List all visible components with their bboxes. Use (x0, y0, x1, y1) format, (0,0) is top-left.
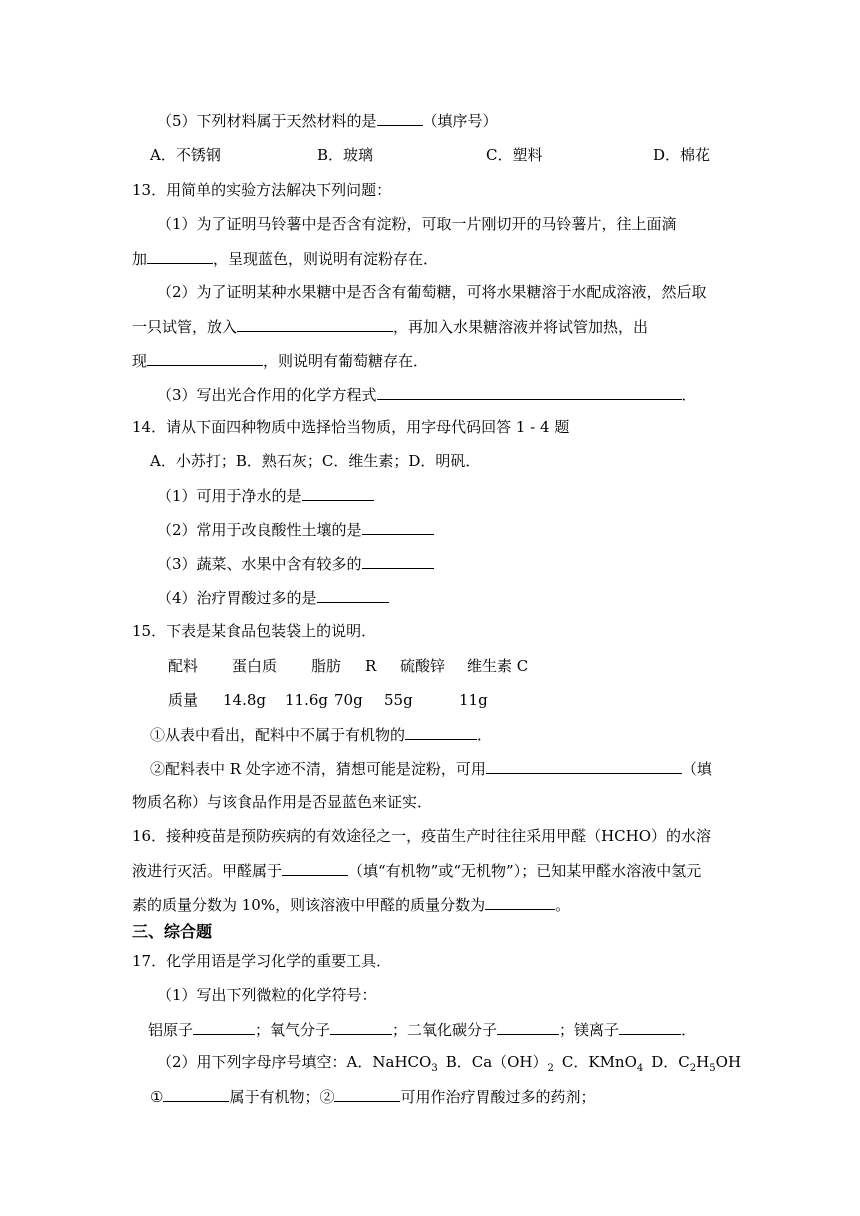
answer-blank[interactable] (377, 384, 682, 400)
q15-part2-line2: 物质名称）与该食品作用是否显蓝色来证实． (132, 793, 433, 811)
q16-line1: 16．接种疫苗是预防疾病的有效途径之一，疫苗生产时往往采用甲醛（HCHO）的水溶 (132, 827, 712, 845)
q17-part2-blanks: ① 属于有机物；② 可用作治疗胃酸过多的药剂； (150, 1088, 596, 1106)
table-cell: 14.8g (223, 691, 267, 709)
answer-blank[interactable] (619, 1019, 681, 1035)
answer-blank[interactable] (485, 894, 555, 910)
table-cell: 11.6g (285, 691, 329, 709)
answer-blank[interactable] (147, 350, 263, 366)
answer-blank[interactable] (317, 587, 389, 603)
q14-part4: （4）治疗胃酸过多的是 (157, 587, 389, 608)
table-header-cell: R (365, 657, 377, 675)
answer-blank[interactable] (237, 316, 393, 332)
q13-part1-line1: （1）为了证明马铃薯中是否含有淀粉，可取一片刚切开的马铃薯片，往上面滴 (157, 215, 677, 233)
answer-blank[interactable] (330, 1019, 392, 1035)
q17-title: 17．化学用语是学习化学的重要工具． (132, 952, 392, 970)
answer-blank[interactable] (362, 553, 434, 569)
q14-title: 14．请从下面四种物质中选择恰当物质，用字母代码回答 1 - 4 题 (132, 418, 570, 436)
q14-part2: （2）常用于改良酸性土壤的是 (157, 519, 434, 540)
q12-option-c: C．塑料 (486, 146, 543, 164)
q13-part3: （3）写出光合作用的化学方程式 ． (157, 386, 697, 404)
answer-blank[interactable] (193, 1019, 255, 1035)
q13-part2-line3: 现 ，则说明有葡萄糖存在． (132, 352, 429, 370)
q17-part1-blanks: 铝原子 ；氧气分子 ；二氧化碳分子 ；镁离子 ． (148, 1021, 697, 1039)
q15-part2-line1: ②配料表中 R 处字迹不清，猜想可能是淀粉，可用 （填 (150, 760, 712, 778)
answer-blank[interactable] (163, 1086, 229, 1102)
answer-blank[interactable] (302, 485, 374, 501)
section-heading: 三、综合题 (132, 922, 213, 941)
answer-blank[interactable] (362, 519, 434, 535)
answer-blank[interactable] (497, 1019, 559, 1035)
answer-blank[interactable] (377, 110, 423, 126)
q12-part5 (157, 110, 498, 131)
answer-blank[interactable] (334, 1086, 400, 1102)
q17-part1: （1）写出下列微粒的化学符号： (157, 986, 377, 1004)
q15-title: 15．下表是某食品包装袋上的说明． (132, 622, 377, 640)
table-cell: 11g (459, 691, 488, 709)
answer-blank[interactable] (147, 248, 213, 264)
table-header-cell: 维生素 C (467, 657, 529, 675)
answer-blank[interactable] (405, 724, 477, 740)
q13-title: 13．用简单的实验方法解决下列问题： (132, 181, 392, 199)
q15-part1: ①从表中看出，配料中不属于有机物的 ． (150, 726, 493, 744)
q14-options: A．小苏打；B．熟石灰；C．维生素；D．明矾． (150, 452, 481, 470)
table-header-cell: 脂肪 (311, 657, 342, 675)
q14-part1: （1）可用于净水的是 (157, 485, 374, 506)
q12-option-a: A．不锈钢 (150, 146, 221, 164)
q17-part2: （2）用下列字母序号填空：A．NaHCO$_3$ B．$Ca(OH)_2$ C．KMnO$_4$ D．$C_2H_5OH$ (157, 1053, 742, 1074)
q14-part3: （3）蔬菜、水果中含有较多的 (157, 553, 434, 574)
q12-option-d: D．棉花 (653, 146, 711, 164)
answer-blank[interactable] (282, 860, 348, 876)
q12-option-b: B．玻璃 (317, 146, 374, 164)
table-cell: 质量 (168, 691, 199, 709)
table-cell: 70g (334, 691, 363, 709)
answer-blank[interactable] (486, 758, 682, 774)
table-header-cell: 硫酸锌 (400, 657, 446, 675)
q16-line2: 液进行灭活。甲醛属于 （填“有机物”或“无机物”）；已知某甲醛水溶液中氢元 (132, 862, 702, 880)
table-cell: 55g (384, 691, 413, 709)
q12-part5-text: （5）下列材料属于天然材料的是 (157, 112, 377, 130)
q13-part1-line2: 加 ，呈现蓝色，则说明有淀粉存在． (132, 250, 439, 268)
table-header-cell: 配料 (168, 657, 199, 675)
q13-part2-line1: （2）为了证明某种水果糖中是否含有葡萄糖，可将水果糖溶于水配成溶液，然后取 (157, 283, 707, 301)
q16-line3: 素的质量分数为 10%，则该溶液中甲醛的质量分数为 。 (132, 896, 571, 914)
q13-part2-line2: 一只试管，放入 ，再加入水果糖溶液并将试管加热，出 (132, 318, 649, 336)
q12-part5-tail: （填序号） (422, 112, 498, 130)
table-header-cell: 蛋白质 (232, 657, 278, 675)
